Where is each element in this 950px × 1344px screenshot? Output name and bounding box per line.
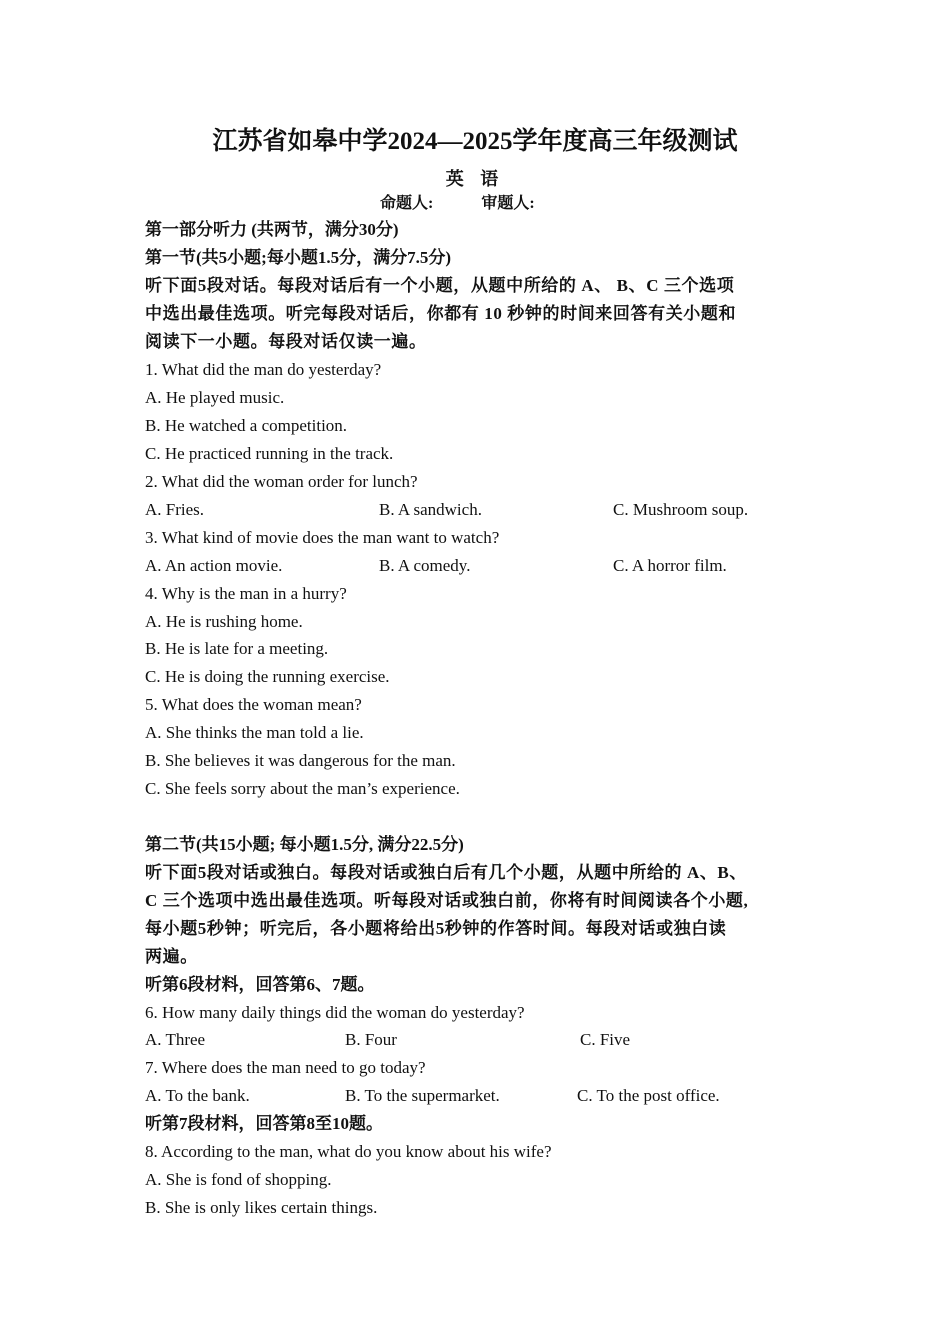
section1-heading: 第一节(共5小题;每小题1.5分，满分7.5分): [145, 248, 451, 267]
subject-title: 英 语: [445, 169, 505, 189]
question-8: 8. According to the man, what do you know about his wife?: [145, 1142, 552, 1161]
q3-option-b: B. A comedy.: [379, 556, 471, 575]
question-2: 2. What did the woman order for lunch?: [145, 472, 418, 491]
section2-instruction-line: 听下面5段对话或独白。每段对话或独白后有几个小题，从题中所给的 A、B、: [145, 863, 747, 882]
q4-option-b: B. He is late for a meeting.: [145, 639, 329, 658]
q2-option-c: C. Mushroom soup.: [613, 500, 749, 519]
question-1: 1. What did the man do yesterday?: [145, 360, 382, 379]
q2-option-a: A. Fries.: [145, 500, 205, 519]
q7-option-b: B. To the supermarket.: [345, 1086, 500, 1105]
question-4: 4. Why is the man in a hurry?: [145, 584, 347, 603]
q7-option-c: C. To the post office.: [577, 1086, 720, 1105]
q6-option-b: B. Four: [345, 1030, 397, 1049]
q1-option-c: C. He practiced running in the track.: [145, 444, 394, 463]
question-7: 7. Where does the man need to go today?: [145, 1058, 426, 1077]
q6-option-a: A. Three: [145, 1030, 206, 1049]
question-3: 3. What kind of movie does the man want to watch?: [145, 528, 500, 547]
page-title: 江苏省如皋中学2024—2025学年度高三年级测试: [212, 128, 738, 155]
q5-option-a: A. She thinks the man told a lie.: [145, 723, 364, 742]
section1-instruction-line: 听下面5段对话。每段对话后有一个小题，从题中所给的 A、 B、C 三个选项: [145, 276, 735, 295]
q6-option-c: C. Five: [580, 1030, 631, 1049]
q1-option-a: A. He played music.: [145, 388, 285, 407]
section2-instruction-line: 每小题5秒钟；听完后，各小题将给出5秒钟的作答时间。每段对话或独白读: [145, 919, 727, 938]
authors-line: [380, 193, 535, 215]
reviewer-label: 审题人:: [481, 195, 535, 212]
section2-instruction-line: C 三个选项中选出最佳选项。听每段对话或独白前，你将有时间阅读各个小题,: [145, 891, 749, 910]
section2-instruction-line: 两遍。: [145, 947, 198, 966]
part1-heading: 第一部分听力 (共两节，满分30分): [145, 220, 399, 239]
question-6: 6. How many daily things did the woman do yesterday?: [145, 1003, 525, 1022]
material-7-heading: 听第7段材料，回答第8至10题。: [145, 1114, 383, 1133]
q4-option-c: C. He is doing the running exercise.: [145, 667, 390, 686]
q7-option-a: A. To the bank.: [145, 1086, 250, 1105]
q2-option-b: B. A sandwich.: [379, 500, 482, 519]
q4-option-a: A. He is rushing home.: [145, 612, 303, 631]
q5-option-c: C. She feels sorry about the man’s experience.: [145, 779, 460, 798]
section1-instruction-line: 中选出最佳选项。听完每段对话后，你都有 10 秒钟的时间来回答有关小题和: [145, 304, 737, 323]
q3-option-a: A. An action movie.: [145, 556, 283, 575]
q3-option-c: C. A horror film.: [613, 556, 727, 575]
section1-instruction-line: 阅读下一小题。每段对话仅读一遍。: [145, 332, 427, 351]
section2-heading: 第二节(共15小题; 每小题1.5分, 满分22.5分): [145, 835, 464, 854]
q8-option-b: B. She is only likes certain things.: [145, 1198, 378, 1217]
material-6-heading: 听第6段材料，回答第6、7题。: [145, 975, 375, 994]
q5-option-b: B. She believes it was dangerous for the man.: [145, 751, 456, 770]
question-5: 5. What does the woman mean?: [145, 695, 362, 714]
setter-label: 命题人:: [380, 195, 434, 212]
q1-option-b: B. He watched a competition.: [145, 416, 348, 435]
q8-option-a: A. She is fond of shopping.: [145, 1170, 332, 1189]
